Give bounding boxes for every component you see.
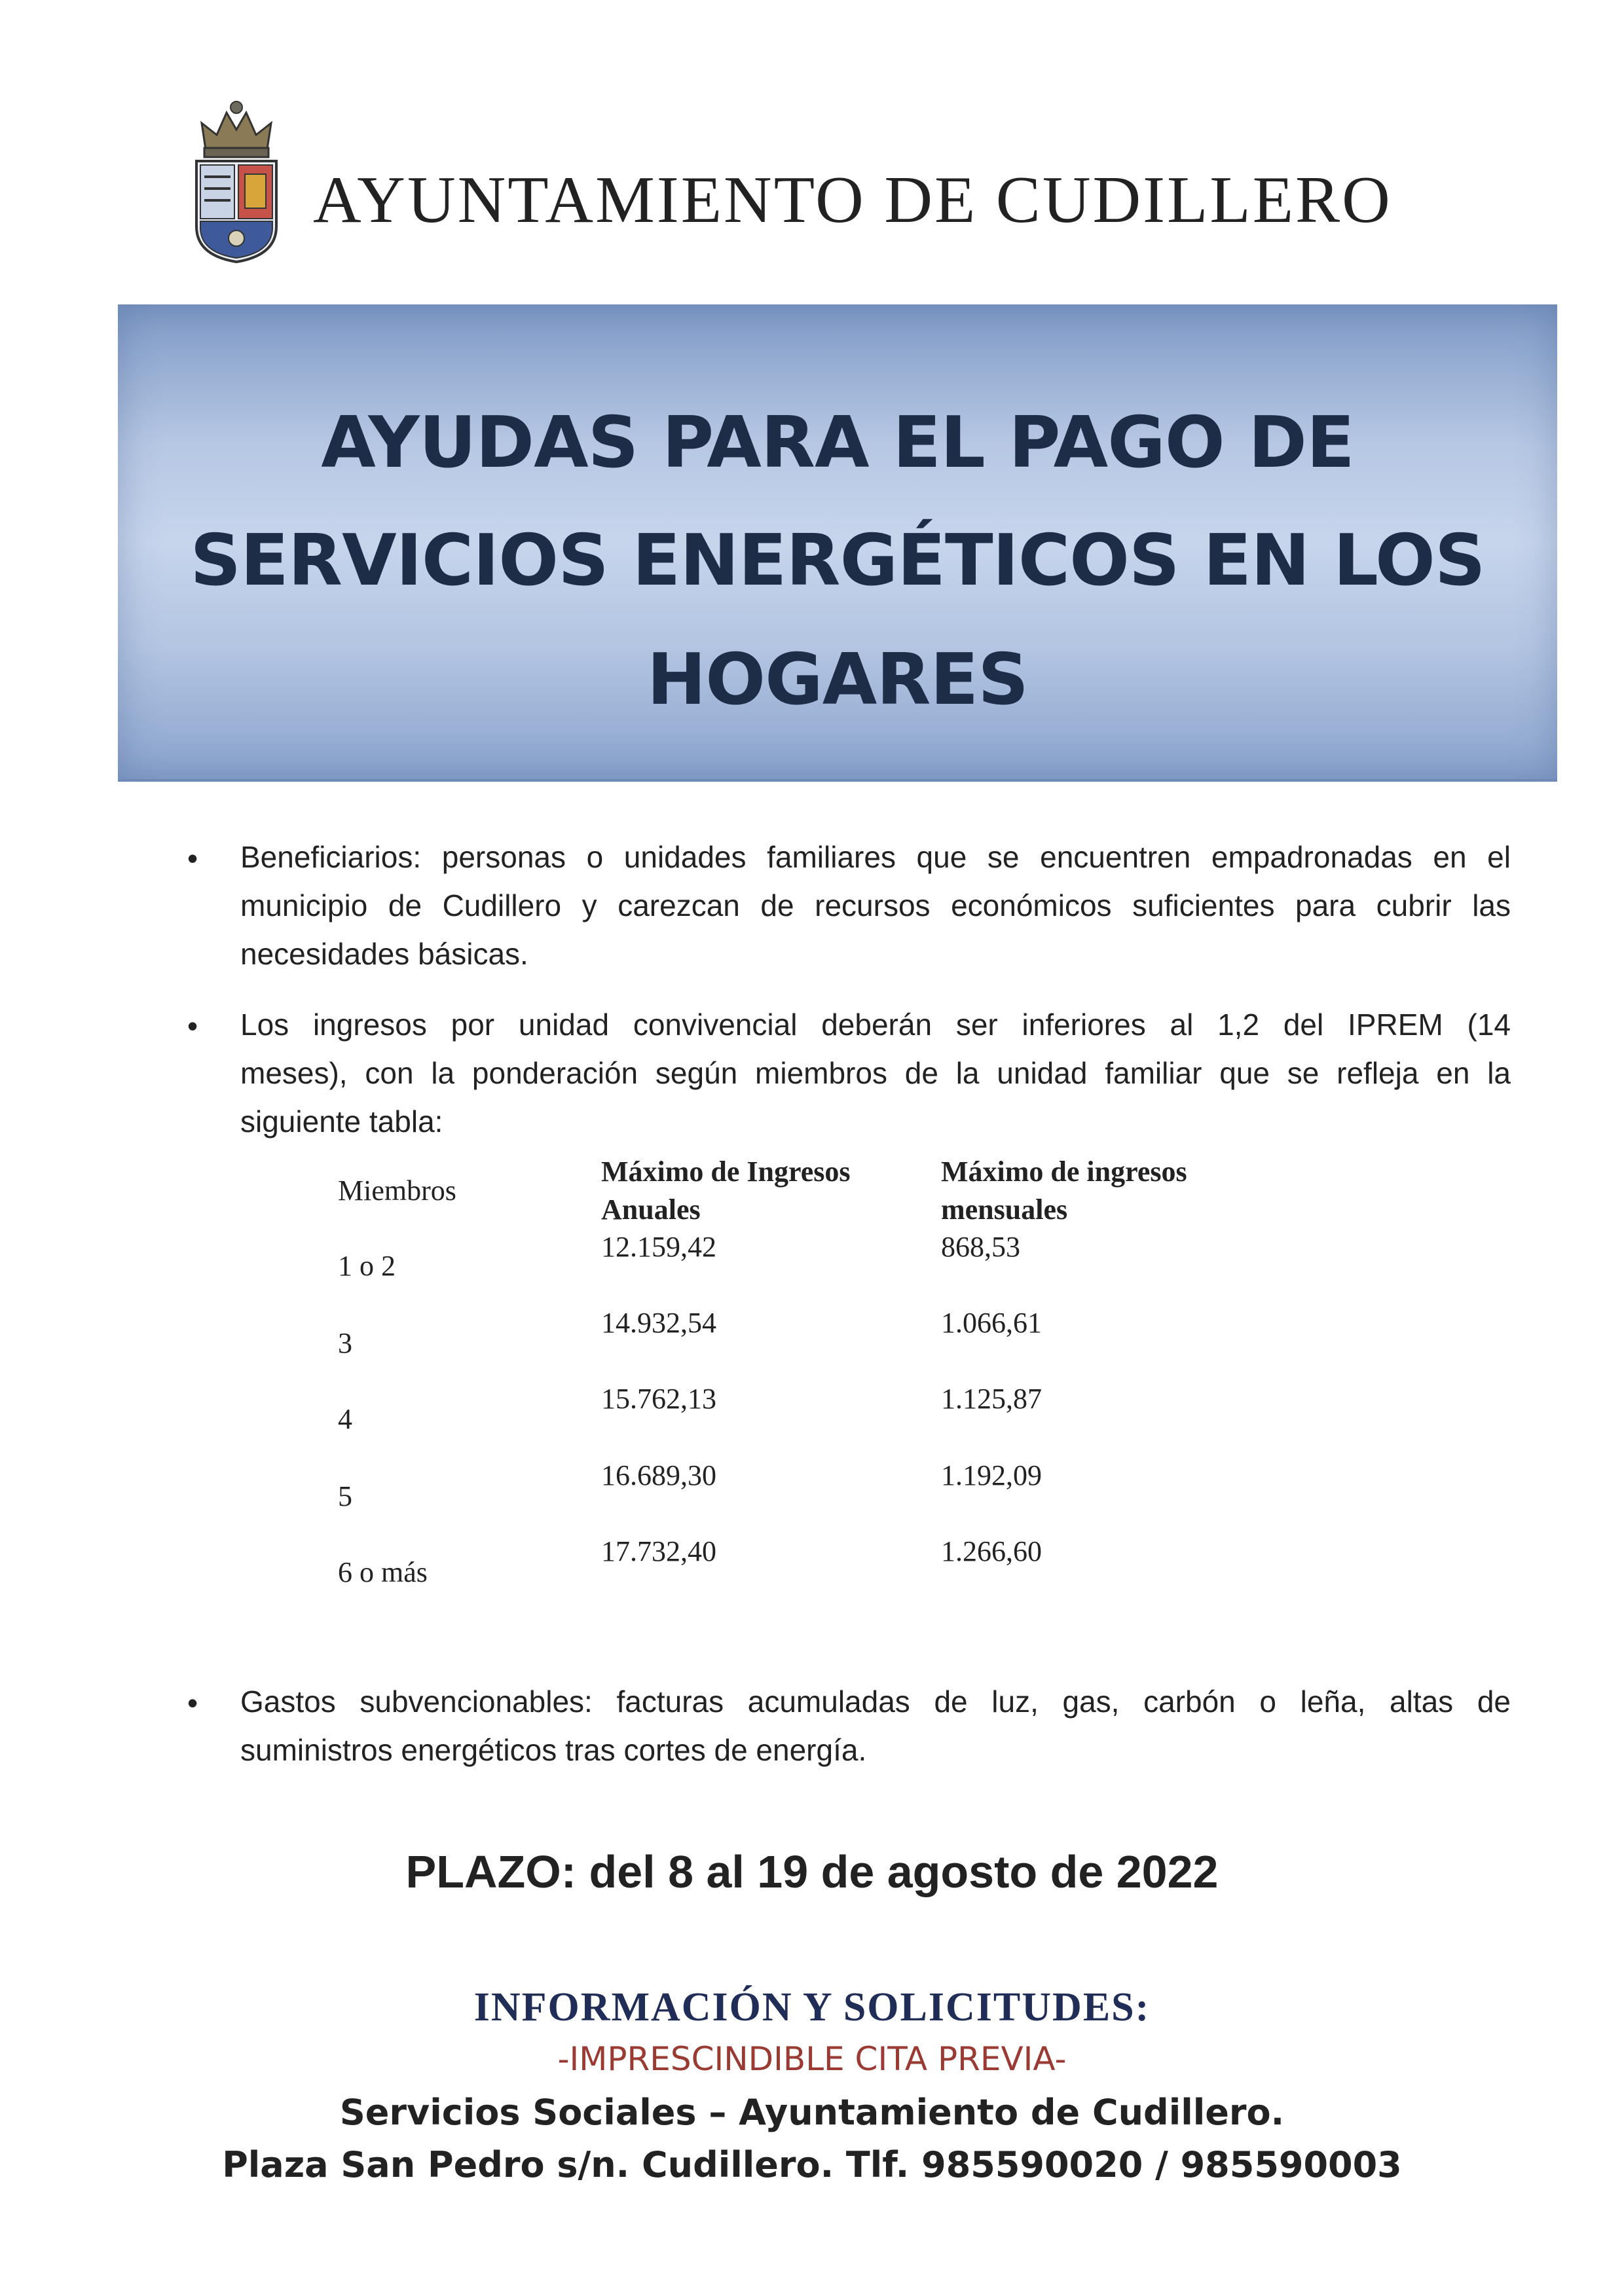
table-header-annual-line-1: Máximo de Ingresos [601, 1156, 851, 1188]
table-cell-monthly: 1.266,60 [941, 1535, 1042, 1567]
bullet-icon: • [187, 1686, 198, 1720]
table-header-members: Miembros [338, 1175, 456, 1207]
paragraph-line: necesidades básicas. [240, 937, 528, 971]
table-cell-annual: 14.932,54 [601, 1307, 716, 1339]
table-cell-members: 3 [338, 1327, 352, 1359]
appointment-notice: -IMPRESCINDIBLE CITA PREVIA- [557, 2040, 1067, 2078]
table-cell-monthly: 1.192,09 [941, 1459, 1042, 1491]
table-cell-annual: 15.762,13 [601, 1383, 716, 1415]
address-and-phone: Plaza San Pedro s/n. Cudillero. Tlf. 985590020 / 985590003 [222, 2144, 1402, 2185]
coat-of-arms-icon [187, 98, 286, 266]
table-cell-members: 5 [338, 1480, 352, 1512]
table-header-annual-line-2: Anuales [601, 1194, 701, 1226]
table-cell-members: 4 [338, 1403, 352, 1435]
bullet-icon: • [187, 841, 198, 875]
gastos-paragraph [240, 1677, 1511, 1774]
table-cell-annual: 16.689,30 [601, 1459, 716, 1491]
paragraph-line: Gastos subvencionables: facturas acumuladas de luz, gas, carbón o leña, altas de [240, 1685, 1511, 1719]
deadline-text: PLAZO: del 8 al 19 de agosto de 2022 [405, 1846, 1219, 1897]
banner-title-line-3: HOGARES [646, 639, 1029, 721]
table-cell-monthly: 1.066,61 [941, 1307, 1042, 1339]
banner-title-line-2: SERVICIOS ENERGÉTICOS EN LOS [190, 520, 1485, 602]
paragraph-line: Los ingresos por unidad convivencial deberán ser inferiores al 1,2 del IPREM (14 [240, 1008, 1511, 1042]
table-cell-annual: 12.159,42 [601, 1231, 716, 1263]
title-banner [118, 304, 1557, 782]
organization-name: AYUNTAMIENTO DE CUDILLERO [313, 163, 1392, 237]
table-header-monthly-line-2: mensuales [941, 1194, 1068, 1226]
paragraph-line: Beneficiarios: personas o unidades familiares que se encuentren empadronadas en el [240, 840, 1511, 874]
table-cell-members: 6 o más [338, 1556, 428, 1588]
bullet-icon: • [187, 1009, 198, 1043]
office-name: Servicios Sociales – Ayuntamiento de Cudillero. [339, 2092, 1285, 2133]
table-cell-monthly: 1.125,87 [941, 1383, 1042, 1415]
table-cell-members: 1 o 2 [338, 1250, 396, 1282]
info-heading: INFORMACIÓN Y SOLICITUDES: [473, 1985, 1151, 2030]
ingresos-paragraph [240, 1000, 1511, 1146]
paragraph-line: siguiente tabla: [240, 1104, 443, 1139]
beneficiarios-paragraph [240, 833, 1511, 978]
paragraph-line: municipio de Cudillero y carezcan de recursos económicos suficientes para cubrir las [240, 888, 1511, 922]
paragraph-line: suministros energéticos tras cortes de energía. [240, 1733, 867, 1767]
paragraph-line: meses), con la ponderación según miembros de la unidad familiar que se refleja en la [240, 1056, 1511, 1090]
table-cell-monthly: 868,53 [941, 1231, 1020, 1263]
banner-title-line-1: AYUDAS PARA EL PAGO DE [321, 402, 1354, 484]
table-header-monthly-line-1: Máximo de ingresos [941, 1156, 1187, 1188]
table-cell-annual: 17.732,40 [601, 1535, 716, 1567]
